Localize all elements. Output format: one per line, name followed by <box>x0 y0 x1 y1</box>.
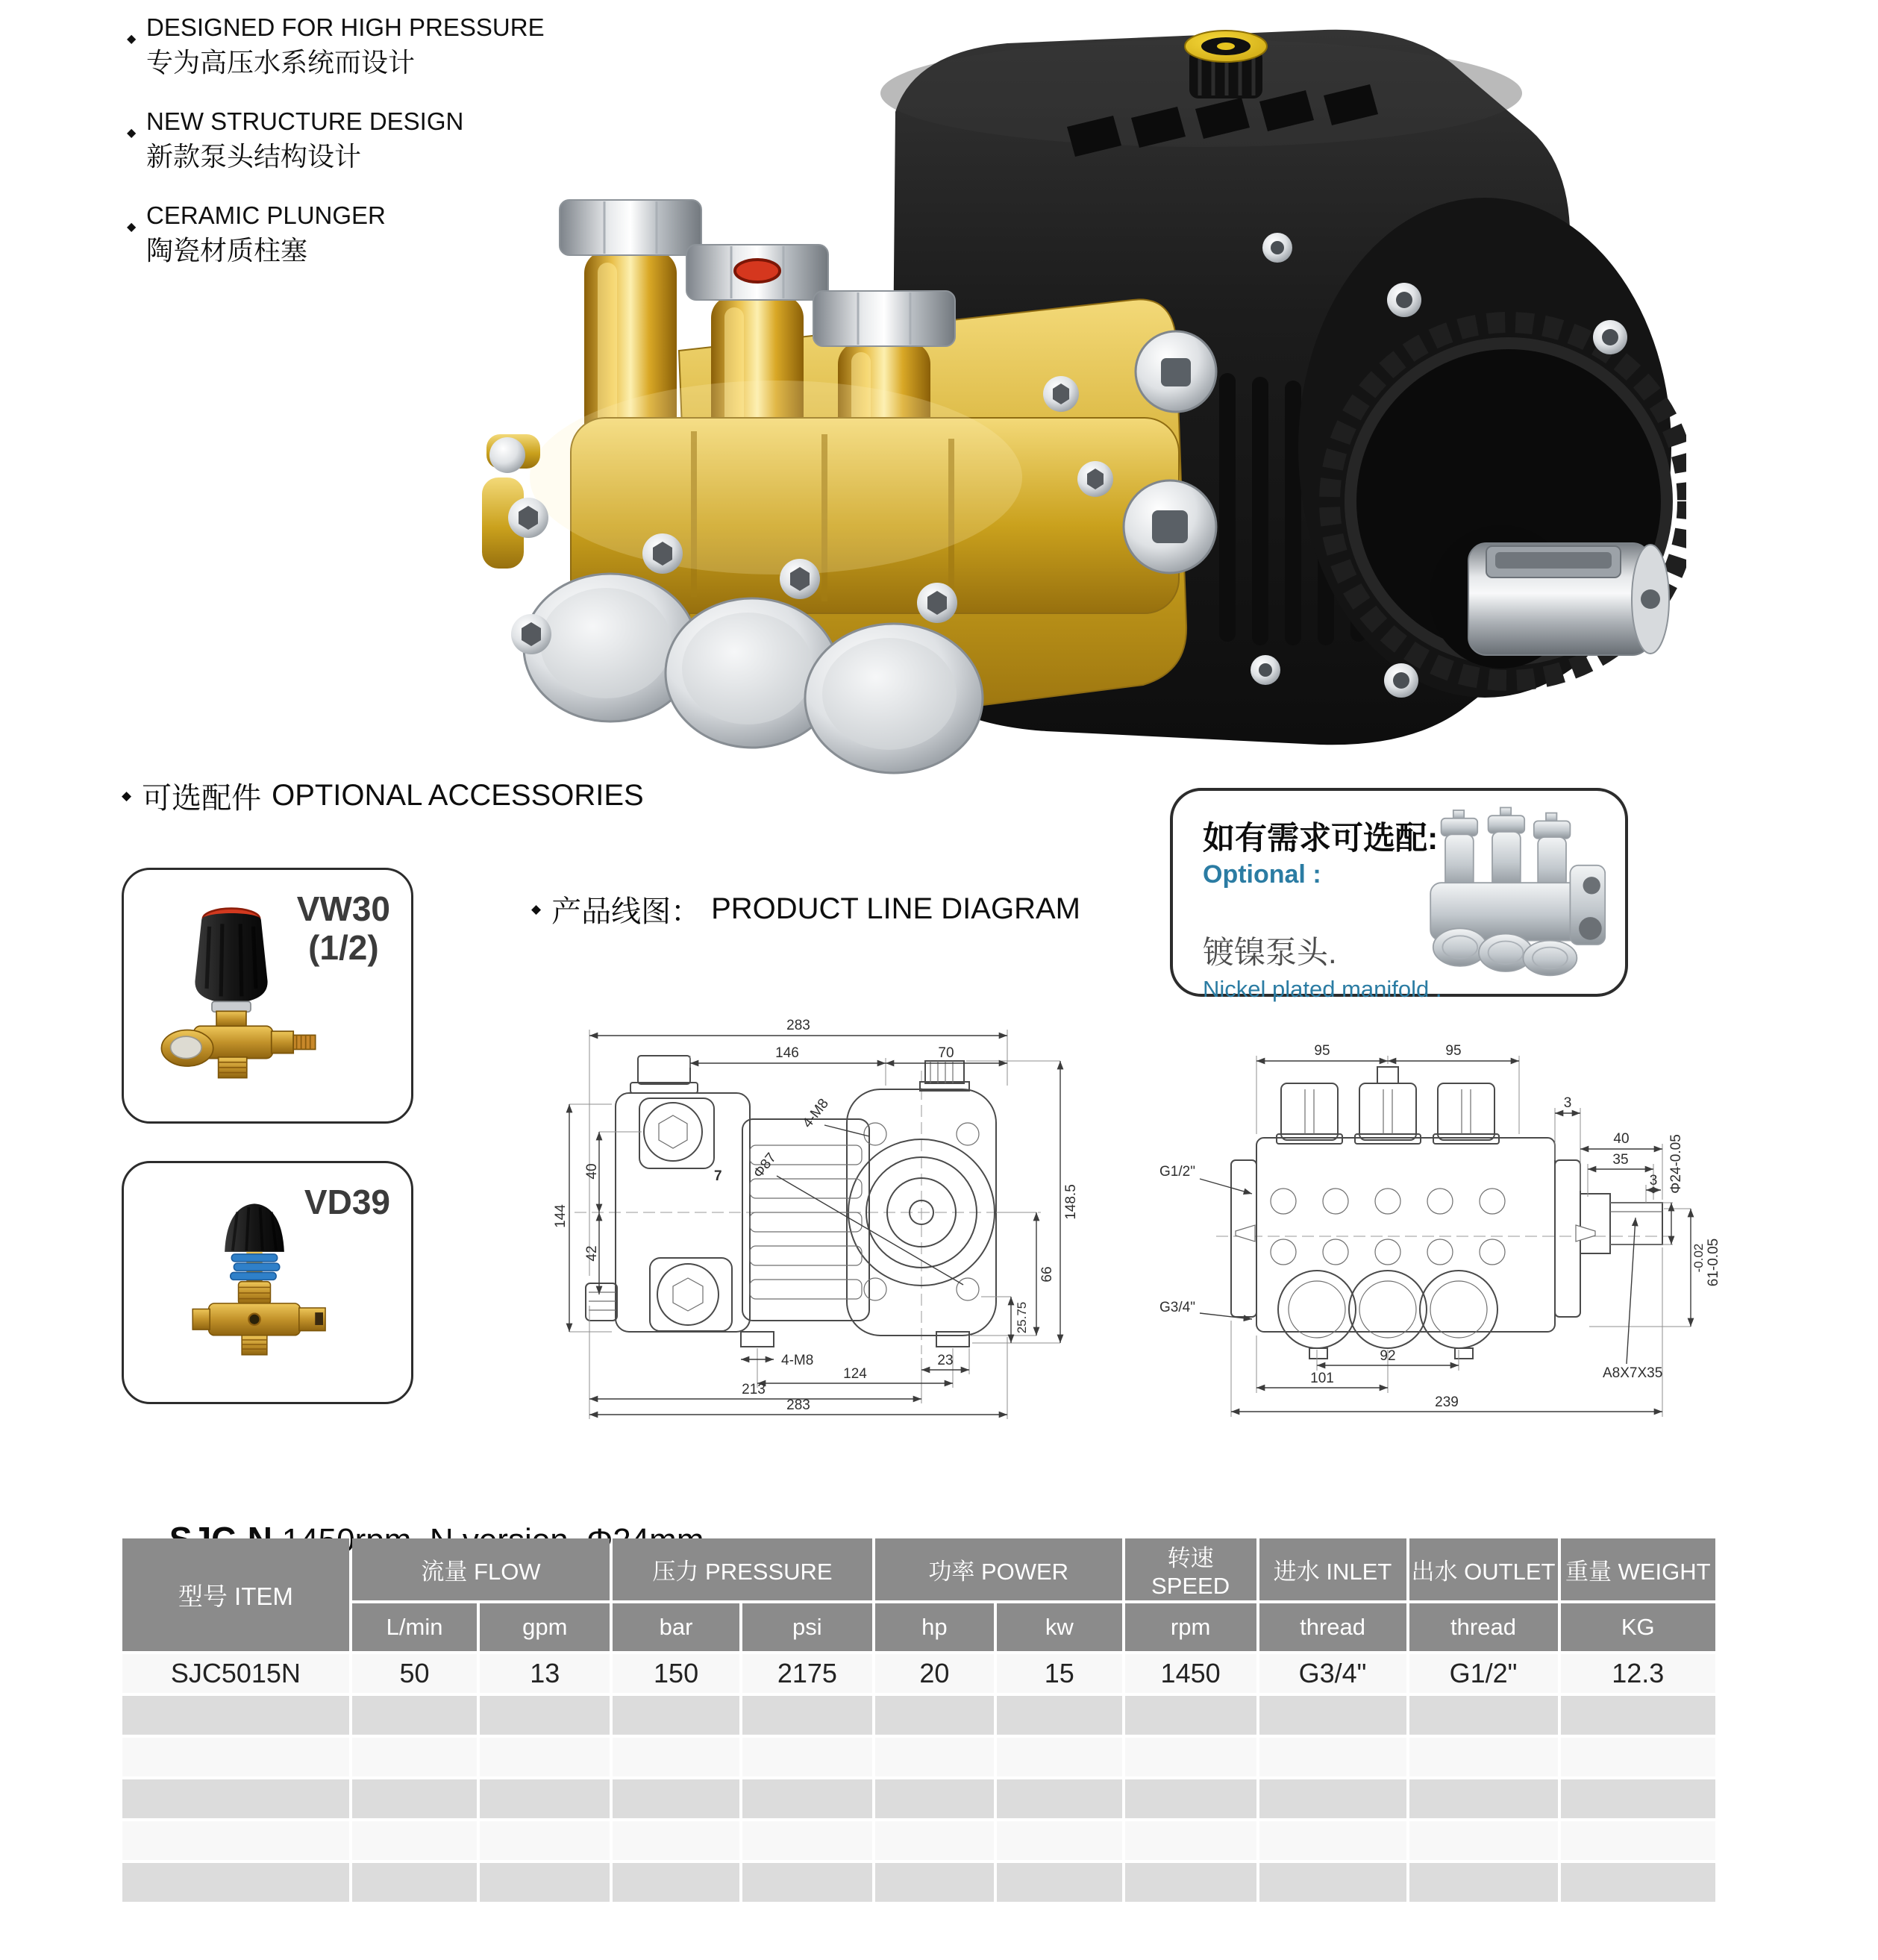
feature-text-zh: 专为高压水系统而设计 <box>146 47 416 78</box>
dim-4m8-top: 4-M8 <box>799 1095 832 1131</box>
cell-model: SJC5015N <box>122 1654 349 1693</box>
cell-bar: 150 <box>613 1654 739 1693</box>
col-outlet: 出水 OUTLET <box>1409 1538 1558 1600</box>
cell-psi: 2175 <box>742 1654 872 1693</box>
vd39-valve-image <box>169 1183 340 1384</box>
optional-title-zh: 如有需求可选配: <box>1203 821 1439 857</box>
col-item: 型号 ITEM <box>122 1538 349 1651</box>
dim-95-right: 95 <box>1445 1043 1462 1059</box>
dim-g12: G1/2" <box>1159 1164 1195 1180</box>
drive-shaft <box>1430 525 1669 669</box>
table-empty-row <box>122 1738 1715 1776</box>
dim-95-left: 95 <box>1314 1043 1330 1059</box>
col-pressure: 压力 PRESSURE <box>613 1538 872 1600</box>
feature-text-en: NEW STRUCTURE DESIGN <box>146 107 464 135</box>
technical-diagram-side-view <box>519 992 1108 1425</box>
diamond-bullet-icon: ◆ <box>531 901 542 916</box>
dim-tol-top: -0.02 <box>1691 1243 1706 1273</box>
dim-phi24: Φ24-0.05 <box>1668 1134 1684 1194</box>
optional-item-zh: 镀镍泵头. <box>1203 935 1337 970</box>
vw30-valve-image <box>134 886 328 1110</box>
feature-text-zh: 陶瓷材质柱塞 <box>146 235 308 266</box>
spec-table-empty-rows <box>122 1696 1715 1902</box>
col-kg: KG <box>1561 1603 1715 1651</box>
feature-text-zh: 新款泵头结构设计 <box>146 141 362 172</box>
col-bar: bar <box>613 1603 739 1651</box>
feature-text-en: DESIGNED FOR HIGH PRESSURE <box>146 13 545 41</box>
cell-kw: 15 <box>997 1654 1122 1693</box>
col-inlet: 进水 INLET <box>1259 1538 1406 1600</box>
accessories-heading <box>122 774 644 817</box>
dim-7: 7 <box>714 1168 722 1184</box>
spec-table <box>119 1535 1718 1905</box>
table-empty-row <box>122 1696 1715 1735</box>
dim-42: 42 <box>584 1245 600 1262</box>
red-seal <box>735 260 780 282</box>
dim-144: 144 <box>553 1204 569 1228</box>
spec-table-body <box>122 1654 1715 1693</box>
col-rpm: rpm <box>1125 1603 1256 1651</box>
col-speed: 转速 SPEED <box>1125 1538 1256 1600</box>
table-empty-row <box>122 1863 1715 1902</box>
dim-3a: 3 <box>1563 1095 1572 1111</box>
line-diagram-heading-zh: 产品线图： <box>551 895 701 928</box>
dim-70: 70 <box>938 1045 954 1061</box>
dim-148-5: 148.5 <box>1063 1184 1079 1220</box>
table-header-row-1 <box>122 1538 1715 1600</box>
dim-239: 239 <box>1435 1394 1459 1410</box>
col-inlet-thread: thread <box>1259 1603 1406 1651</box>
col-weight: 重量 WEIGHT <box>1561 1538 1715 1600</box>
col-psi: psi <box>742 1603 872 1651</box>
dim-phi87: Φ87 <box>750 1150 780 1182</box>
col-flow: 流量 FLOW <box>352 1538 610 1600</box>
table-empty-row <box>122 1779 1715 1818</box>
feature-text-en: CERAMIC PLUNGER <box>146 201 386 229</box>
cell-lmin: 50 <box>352 1654 478 1693</box>
dim-3b: 3 <box>1649 1173 1658 1189</box>
line-diagram-heading <box>531 888 1080 930</box>
optional-item-en: Nickel plated manifold . <box>1203 976 1442 1002</box>
dim-g34: G3/4" <box>1159 1300 1195 1315</box>
accessory-size: (1/2) <box>308 928 379 967</box>
dim-283-bottom: 283 <box>786 1397 810 1413</box>
accessory-card-vd39 <box>122 1161 413 1404</box>
dim-key: A8X7X35 <box>1603 1365 1663 1381</box>
accessories-heading-zh: 可选配件 <box>142 782 262 815</box>
accessory-model: VD39 <box>304 1183 390 1221</box>
dim-40: 40 <box>584 1163 600 1180</box>
cell-weight: 12.3 <box>1561 1654 1715 1693</box>
cell-rpm: 1450 <box>1125 1654 1256 1693</box>
diamond-bullet-icon: ◆ <box>127 33 137 46</box>
cell-inlet: G3/4" <box>1259 1654 1406 1693</box>
diamond-bullet-icon: ◆ <box>127 221 137 234</box>
accessory-model: VW30 <box>296 889 390 928</box>
dim-25-75: 25.75 <box>1015 1301 1029 1334</box>
dim-35: 35 <box>1612 1152 1629 1168</box>
nickel-manifold-image <box>1412 798 1613 983</box>
accessory-card-vw30 <box>122 868 413 1124</box>
dim-283-top: 283 <box>786 1018 810 1033</box>
technical-diagram-front-view <box>1142 1015 1731 1433</box>
col-gpm: gpm <box>480 1603 610 1651</box>
cell-outlet: G1/2" <box>1409 1654 1558 1693</box>
dim-101: 101 <box>1310 1371 1334 1386</box>
dim-4m8-bottom: 4-M8 <box>781 1353 814 1368</box>
dim-146: 146 <box>775 1045 799 1061</box>
cell-hp: 20 <box>875 1654 994 1693</box>
col-hp: hp <box>875 1603 994 1651</box>
table-empty-row <box>122 1821 1715 1860</box>
oil-cap <box>1185 31 1267 98</box>
optional-title-en: Optional : <box>1203 860 1321 889</box>
accessories-heading-en: OPTIONAL ACCESSORIES <box>272 779 644 812</box>
dim-124: 124 <box>843 1366 867 1382</box>
col-kw: kw <box>997 1603 1122 1651</box>
col-outlet-thread: thread <box>1409 1603 1558 1651</box>
pump-product-photo <box>418 0 1686 783</box>
table-header-row-2 <box>122 1603 1715 1651</box>
col-lmin: L/min <box>352 1603 478 1651</box>
dim-61: 61-0.05 <box>1706 1238 1721 1287</box>
table-data-row <box>122 1654 1715 1693</box>
diamond-bullet-icon: ◆ <box>127 127 137 140</box>
dim-23: 23 <box>937 1353 954 1368</box>
dim-92: 92 <box>1380 1348 1396 1364</box>
diamond-bullet-icon: ◆ <box>122 788 132 803</box>
optional-nickel-box <box>1170 788 1628 1002</box>
cell-gpm: 13 <box>480 1654 610 1693</box>
col-power: 功率 POWER <box>875 1538 1122 1600</box>
dim-40: 40 <box>1613 1131 1630 1147</box>
dim-66: 66 <box>1039 1266 1055 1283</box>
dim-213: 213 <box>742 1382 766 1397</box>
line-diagram-heading-en: PRODUCT LINE DIAGRAM <box>711 892 1080 925</box>
